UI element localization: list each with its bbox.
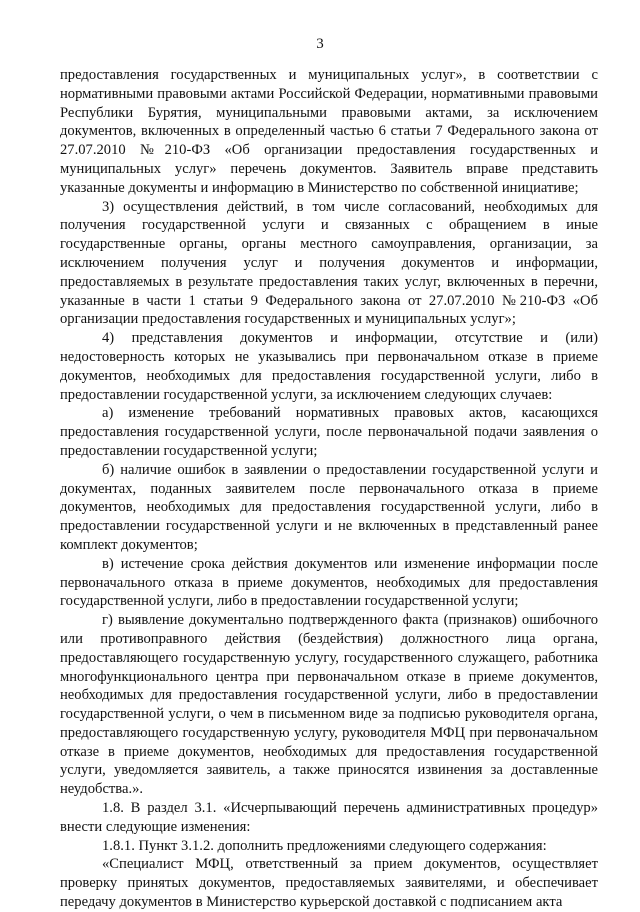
paragraph-3: 4) представления документов и информации, отсутствие и (или) недостоверность которых не указывались при первоначальном отказе в приеме документов, необходимых для предоставления государственной услуги, либо в предоставлении государственной услуги, за исключением следующих случаев:	[60, 330, 598, 403]
paragraph-8: 1.8. В раздел 3.1. «Исчерпывающий перечень административных процедур» внести следующие изменения:	[60, 800, 598, 835]
paragraph-9: 1.8.1. Пункт 3.1.2. дополнить предложениями следующего содержания:	[102, 837, 547, 854]
paragraph-4: а) изменение требований нормативных правовых актов, касающихся предоставления государственной услуги, после первоначальной подачи заявления о предоставлении государственной услуги;	[60, 405, 598, 459]
paragraph-5: б) наличие ошибок в заявлении о предоставлении государственной услуги и документах, поданных заявителем после первоначального отказа в приеме документов, необходимых для предоставления государственной услуги, либо в предоставлении государственной услуги и не включенных в представленный ранее комплект документов;	[60, 461, 598, 553]
paragraph-10: «Специалист МФЦ, ответственный за прием документов, осуществляет проверку принятых документов, предоставляемых заявителями, и обеспечивает передачу документов в Министерство курьерской доставкой с подписанием акта	[60, 856, 598, 911]
document-body	[60, 66, 598, 912]
paragraph-7: г) выявление документально подтвержденного факта (признаков) ошибочного или противоправного действия (бездействия) должностного лица органа, предоставляющего государственную услугу, государственного служащего, работника многофункционального центра при первоначальном отказе в приеме документов, необходимых для предоставления государственной услуги, либо в предоставлении государственной услуги, о чем в письменном виде за подписью руководителя органа, предоставляющего государственную услугу, руководителя МФЦ при первоначальном отказе в приеме документов, необходимых для предоставления государственной услуги, уведомляется заявитель, а также приносятся извинения за доставленные неудобства.».	[60, 612, 598, 798]
paragraph-6: в) истечение срока действия документов или изменение информации после первоначального отказа в приеме документов, необходимых для предоставления государственной услуги, либо в предоставлении государственной услуги;	[60, 555, 598, 610]
page-number: 3	[316, 36, 324, 52]
paragraph-1: предоставления государственных и муниципальных услуг», в соответствии с нормативными правовыми актами Российской Федерации, нормативными правовыми Республики Бурятия, муниципальными правовыми актами, за исключением документов, включенных в определенный частью 6 статьи 7 Федерального закона от 27.07.2010 №210-ФЗ «Об организации предоставления государственных и муниципальных услуг» перечень документов. Заявитель вправе представить указанные документы и информацию в Министерство по собственной инициативе;	[60, 67, 598, 196]
paragraph-2: 3) осуществления действий, в том числе согласований, необходимых для получения государственной услуги и связанных с обращением в иные государственные органы, органы местного самоуправления, организации, за исключением получения услуг и получения документов и информации, предоставляемых в результате предоставления таких услуг, включенных в перечни, указанные в части 1 статьи 9 Федерального закона от 27.07.2010 №210-ФЗ «Об организации предоставления государственных и муниципальных услуг»;	[60, 198, 598, 328]
